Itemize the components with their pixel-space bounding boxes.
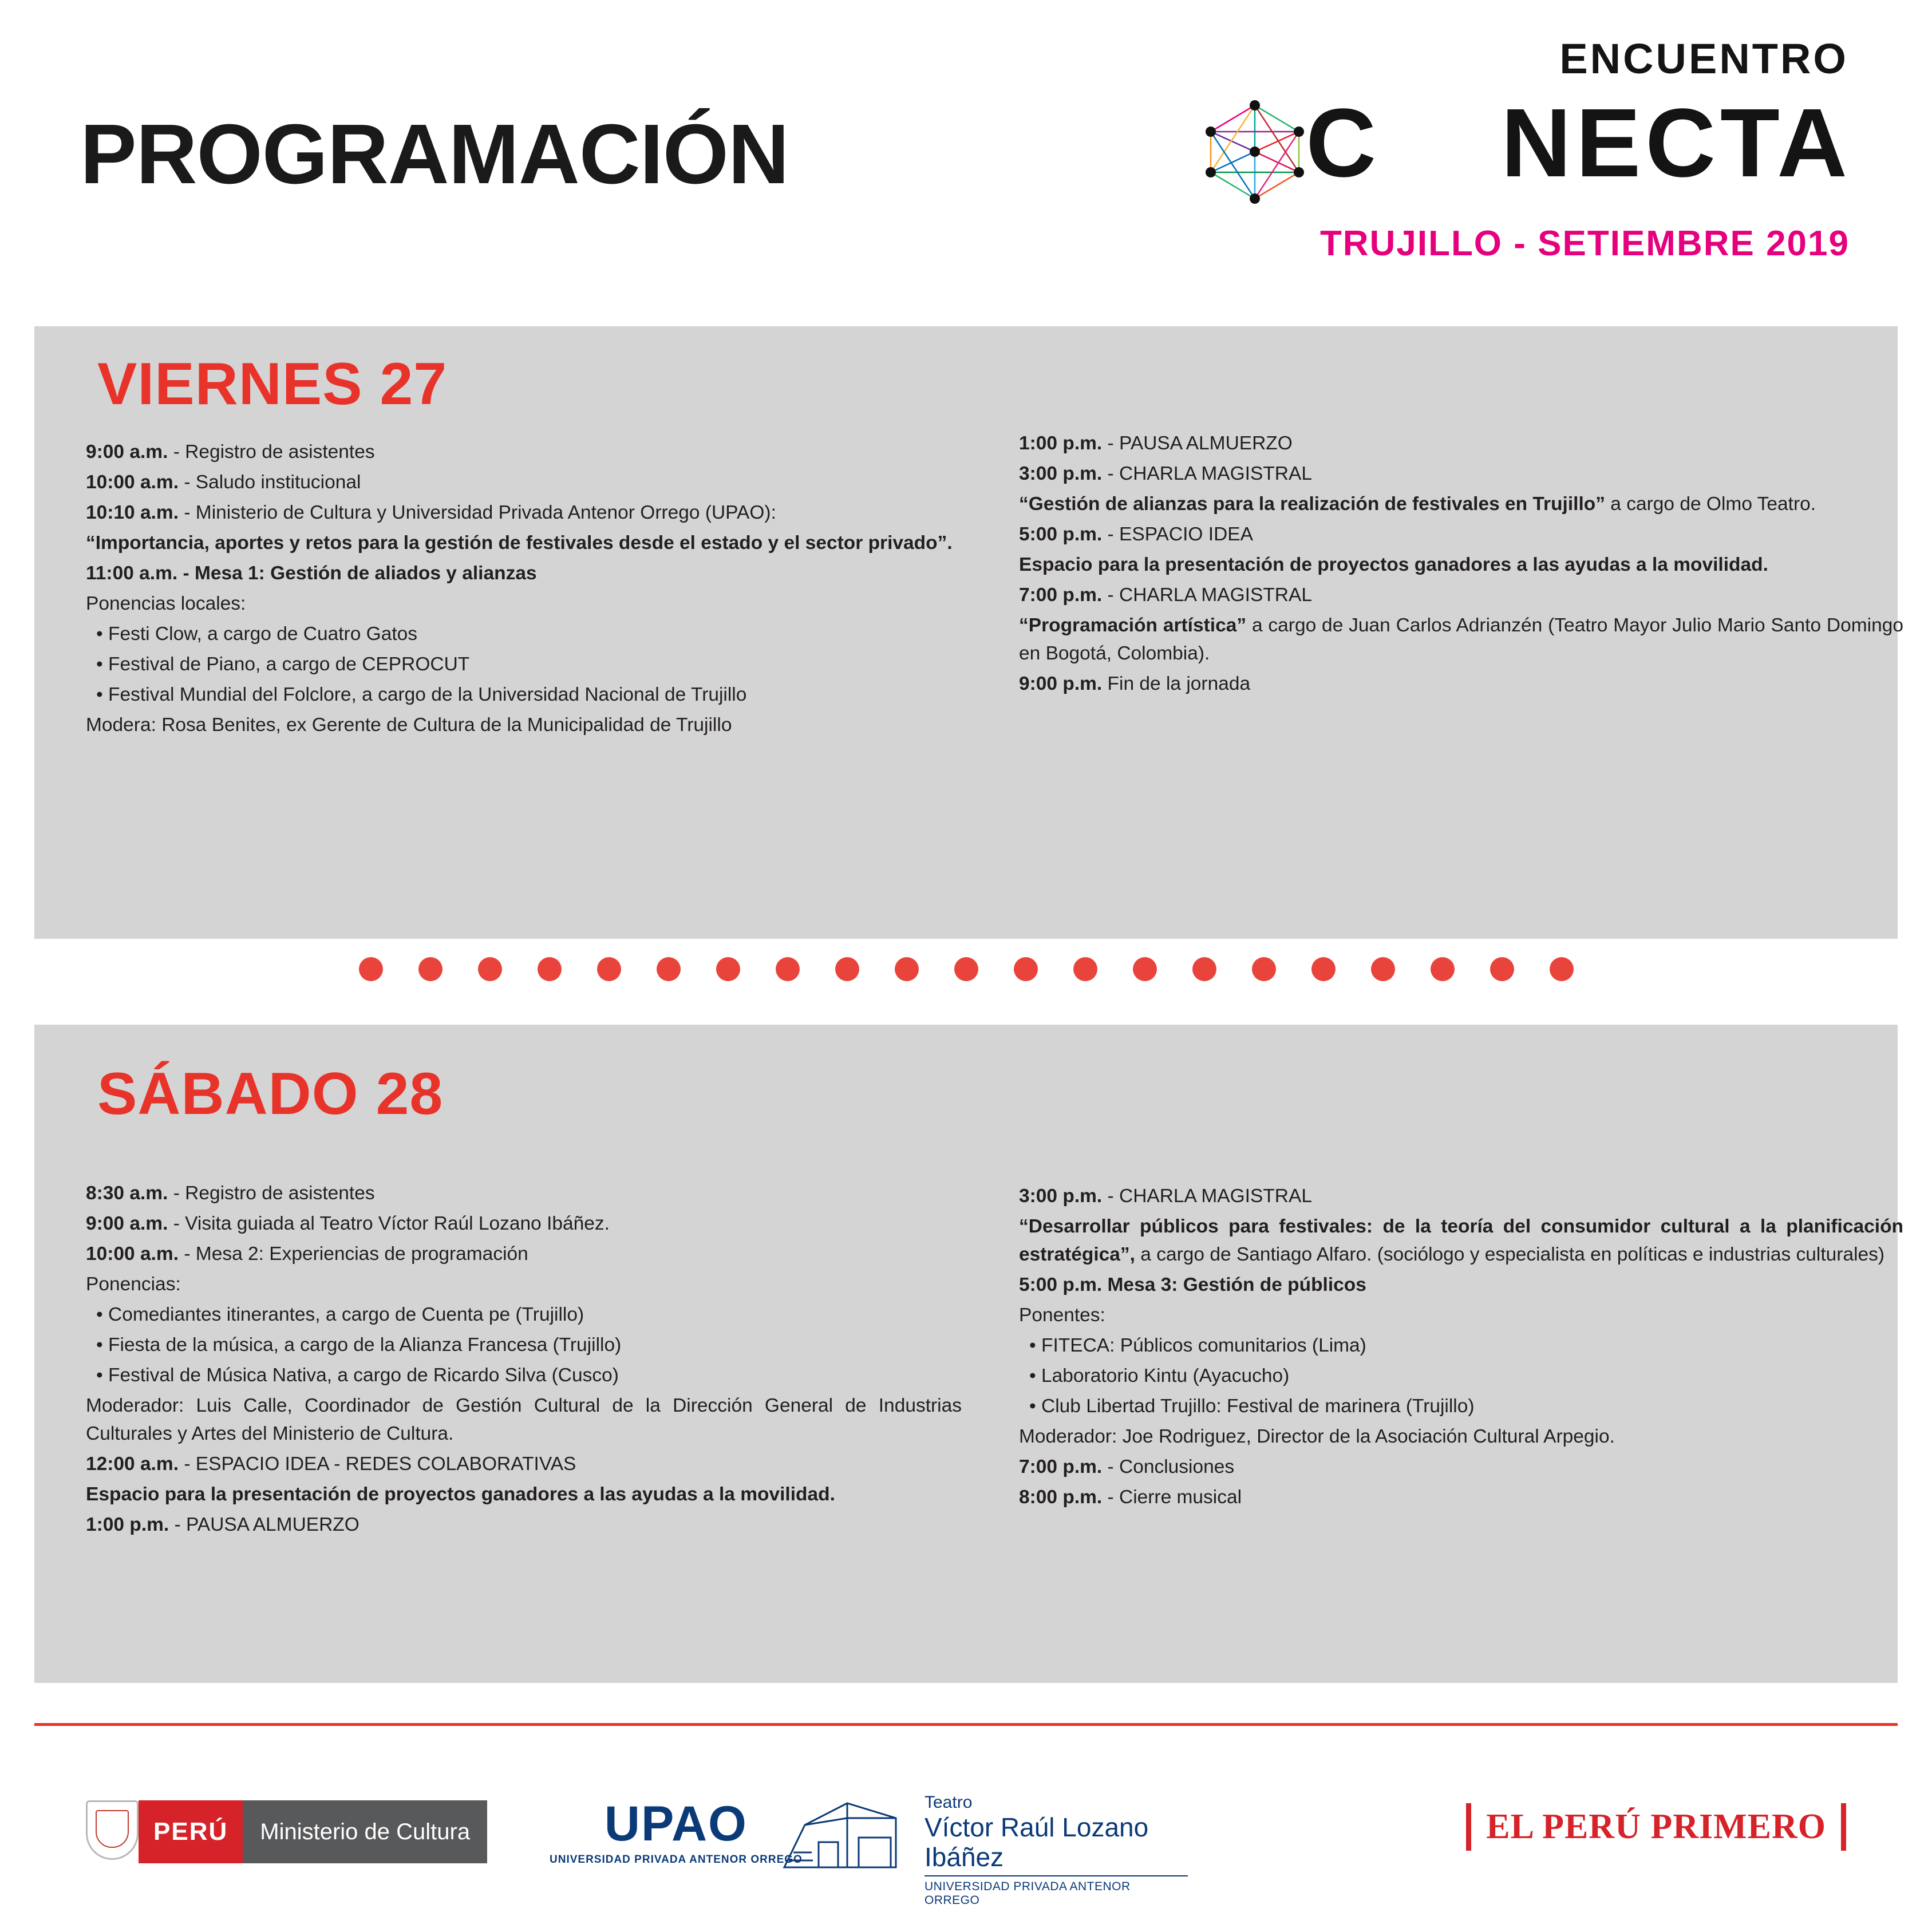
schedule-line: • Comediantes itinerantes, a cargo de Cuenta pe (Trujillo) <box>96 1304 584 1325</box>
schedule-line: Espacio para la presentación de proyectos ganadores a las ayudas a la movilidad. <box>86 1484 835 1505</box>
footer-logos <box>0 1752 1932 1932</box>
schedule-line: “Importancia, aportes y retos para la gestión de festivales desde el estado y el sector privado”. <box>86 532 953 554</box>
schedule-line: 11:00 a.m. - Mesa 1: Gestión de aliados y alianzas <box>86 563 537 584</box>
schedule-line: • Festival de Piano, a cargo de CEPROCUT <box>96 654 470 675</box>
schedule-line: 3:00 p.m. - CHARLA MAGISTRAL <box>1019 463 1312 484</box>
conecta-brand-lockup <box>1091 34 1852 286</box>
schedule-line: Ponencias: <box>86 1274 181 1295</box>
dot-divider <box>0 957 1932 991</box>
schedule-line: 8:00 p.m. - Cierre musical <box>1019 1487 1242 1508</box>
teatro-text <box>924 1793 1188 1907</box>
poster-header <box>0 0 1932 321</box>
schedule-line: 1:00 p.m. - PAUSA ALMUERZO <box>86 1514 359 1535</box>
saturday-schedule-left <box>86 1179 962 1541</box>
upao-logo <box>550 1797 803 1866</box>
schedule-line: 10:10 a.m. - Ministerio de Cultura y Universidad Privada Antenor Orrego (UPAO): <box>86 502 776 523</box>
teatro-logo <box>779 1787 1191 1907</box>
page-title: PROGRAMACIÓN <box>80 107 789 202</box>
schedule-line: Moderador: Joe Rodriguez, Director de la Asociación Cultural Arpegio. <box>1019 1426 1615 1447</box>
schedule-line: 5:00 p.m. - ESPACIO IDEA <box>1019 524 1253 545</box>
el-peru-primero-logo <box>1466 1803 1846 1851</box>
teatro-line2: Víctor Raúl Lozano Ibáñez <box>924 1812 1149 1872</box>
teatro-line3: UNIVERSIDAD PRIVADA ANTENOR ORREGO <box>924 1875 1188 1907</box>
schedule-line: • Festival de Música Nativa, a cargo de Ricardo Silva (Cusco) <box>96 1365 619 1386</box>
brand-conecta-necta: NECTA <box>1501 89 1852 197</box>
footer-divider <box>34 1723 1898 1726</box>
schedule-line: “Programación artística” a cargo de Juan Carlos Adrianzén (Teatro Mayor Julio Mario Santo Domingo en Bogotá, Colombia). <box>1019 615 1903 664</box>
schedule-line: Ponencias locales: <box>86 593 246 614</box>
schedule-line: Modera: Rosa Benites, ex Gerente de Cultura de la Municipalidad de Trujillo <box>86 714 732 736</box>
upao-subtitle: UNIVERSIDAD PRIVADA ANTENOR ORREGO <box>550 1854 803 1866</box>
schedule-line: 7:00 p.m. - Conclusiones <box>1019 1456 1235 1477</box>
schedule-line: • Festival Mundial del Folclore, a cargo de la Universidad Nacional de Trujillo <box>96 684 747 705</box>
peru-coat-of-arms-icon <box>86 1800 139 1860</box>
schedule-line: 10:00 a.m. - Mesa 2: Experiencias de programación <box>86 1243 528 1265</box>
friday-schedule-right <box>1019 429 1903 700</box>
friday-schedule-left <box>86 438 962 741</box>
schedule-line: “Desarrollar públicos para festivales: de la teoría del consumidor cultural a la planificación estratégica”, a cargo de Santiago Alfaro. (sociólogo y especialista en políticas e industrias culturales) <box>1019 1216 1903 1265</box>
el-peru-primero-label: EL PERÚ PRIMERO <box>1486 1807 1826 1846</box>
brand-encuentro-label: ENCUENTRO <box>1559 35 1848 82</box>
theater-building-icon <box>779 1793 916 1873</box>
schedule-line: Ponentes: <box>1019 1305 1105 1326</box>
schedule-line: Espacio para la presentación de proyectos ganadores a las ayudas a la movilidad. <box>1019 554 1768 575</box>
schedule-line: • Fiesta de la música, a cargo de la Alianza Francesa (Trujillo) <box>96 1334 622 1356</box>
peru-label: PERÚ <box>139 1800 243 1863</box>
network-node-icon <box>1194 96 1317 208</box>
schedule-line: 9:00 a.m. - Visita guiada al Teatro Víctor Raúl Lozano Ibáñez. <box>86 1213 610 1234</box>
day-panel-saturday <box>34 1025 1903 1683</box>
schedule-line: 9:00 a.m. - Registro de asistentes <box>86 441 375 463</box>
schedule-line: 9:00 p.m. Fin de la jornada <box>1019 673 1251 694</box>
schedule-line: • Festi Clow, a cargo de Cuatro Gatos <box>96 623 418 645</box>
brand-conecta-wordmark <box>1306 86 1852 200</box>
upao-wordmark: UPAO <box>604 1796 748 1851</box>
schedule-line: Moderador: Luis Calle, Coordinador de Gestión Cultural de la Dirección General de Industrias Culturales y Artes del Ministerio de Cultura. <box>86 1395 962 1444</box>
schedule-line: “Gestión de alianzas para la realización de festivales en Trujillo” a cargo de Olmo Teatro. <box>1019 493 1816 515</box>
day-panel-friday <box>34 326 1903 939</box>
schedule-line: 7:00 p.m. - CHARLA MAGISTRAL <box>1019 584 1312 606</box>
saturday-schedule-right <box>1019 1182 1903 1514</box>
schedule-line: 12:00 a.m. - ESPACIO IDEA - REDES COLABORATIVAS <box>86 1453 576 1475</box>
teatro-line1: Teatro <box>924 1793 973 1812</box>
event-location-date: TRUJILLO - SETIEMBRE 2019 <box>1319 224 1850 263</box>
schedule-line: • Laboratorio Kintu (Ayacucho) <box>1029 1365 1290 1386</box>
day-title-friday: VIERNES 27 <box>97 351 448 417</box>
schedule-line: 3:00 p.m. - CHARLA MAGISTRAL <box>1019 1186 1312 1207</box>
ministerio-label: Ministerio de Cultura <box>243 1800 487 1863</box>
schedule-line: 1:00 p.m. - PAUSA ALMUERZO <box>1019 433 1293 454</box>
schedule-line: • FITECA: Públicos comunitarios (Lima) <box>1029 1335 1366 1356</box>
schedule-line: 5:00 p.m. Mesa 3: Gestión de públicos <box>1019 1274 1366 1295</box>
schedule-line: 8:30 a.m. - Registro de asistentes <box>86 1183 375 1204</box>
ministerio-de-cultura-logo <box>86 1800 487 1863</box>
schedule-line: • Club Libertad Trujillo: Festival de marinera (Trujillo) <box>1029 1396 1475 1417</box>
brand-conecta-c: C <box>1306 89 1381 197</box>
day-title-saturday: SÁBADO 28 <box>97 1061 444 1127</box>
schedule-line: 10:00 a.m. - Saludo institucional <box>86 472 361 493</box>
